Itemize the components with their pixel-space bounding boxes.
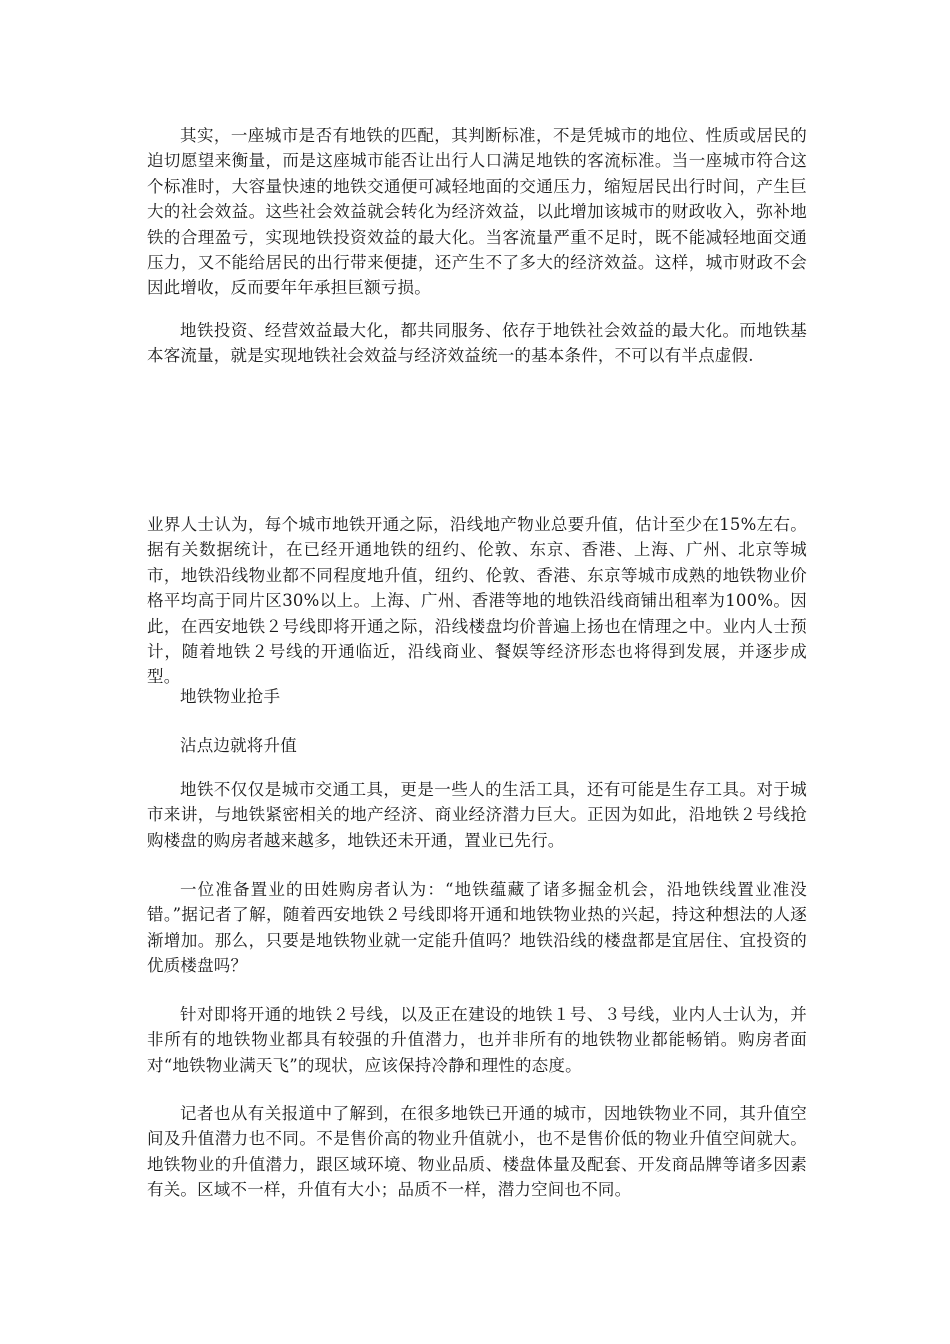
subheading-appreciation-nearby: 沾点边就将升值 — [180, 736, 297, 755]
paragraph-reporter-findings: 记者也从有关报道中了解到，在很多地铁已开通的城市，因地铁物业不同，其升值空间及升值潜力也不同。不是售价高的物业升值就小，也不是售价低的物业升值空间就大。地铁物业的升值潜力，跟区域环境、物业品质、楼盘体量及配套、开发商品牌等诸多因素有关。区域不一样，升值有大小；品质不一样，潜力空间也不同。 — [147, 1104, 807, 1200]
paragraph-subway-matching-standard: 其实，一座城市是否有地铁的匹配，其判断标准，不是凭城市的地位、性质或居民的迫切愿望来衡量，而是这座城市能否让出行人口满足地铁的客流标准。当一座城市符合这个标准时，大容量快速的地铁交通便可减轻地面的交通压力，缩短居民出行时间，产生巨大的社会效益。这些社会效益就会转化为经济效益，以此增加该城市的财政收入，弥补地铁的合理盈亏，实现地铁投资效益的最大化。当客流量严重不足时，既不能减轻地面交通压力，又不能给居民的出行带来便捷，还产生不了多大的经济效益。这样，城市财政不会因此增收，反而要年年承担巨额亏损。 — [147, 126, 807, 298]
paragraph-investment-efficiency: 地铁投资、经营效益最大化，都共同服务、依存于地铁社会效益的最大化。而地铁基本客流量，就是实现地铁社会效益与经济效益统一的基本条件，不可以有半点虚假. — [147, 321, 807, 366]
subheading-subway-property-hot: 地铁物业抢手 — [180, 687, 281, 706]
paragraph-buyer-opinion: 一位准备置业的田姓购房者认为：“地铁蕴藏了诸多掘金机会，沿地铁线置业准没错。”据记者了解，随着西安地铁２号线即将开通和地铁物业热的兴起，持这种想法的人逐渐增加。那么，只要是地铁物业就一定能升值吗？地铁沿线的楼盘都是宜居住、宜投资的优质楼盘吗？ — [147, 880, 807, 976]
paragraph-industry-view: 针对即将开通的地铁２号线，以及正在建设的地铁１号、３号线，业内人士认为，并非所有的地铁物业都具有较强的升值潜力，也并非所有的地铁物业都能畅销。购房者面对“地铁物业满天飞”的现状，应该保持冷静和理性的态度。 — [147, 1005, 807, 1075]
paragraph-subway-life-tool: 地铁不仅仅是城市交通工具，更是一些人的生活工具，还有可能是生存工具。对于城市来讲，与地铁紧密相关的地产经济、商业经济潜力巨大。正因为如此，沿地铁２号线抢购楼盘的购房者越来越多，地铁还未开通，置业已先行。 — [147, 780, 807, 850]
paragraph-property-appreciation: 业界人士认为，每个城市地铁开通之际，沿线地产物业总要升值，估计至少在15%左右。据有关数据统计，在已经开通地铁的纽约、伦敦、东京、香港、上海、广州、北京等城市，地铁沿线物业都不同程度地升值，纽约、伦敦、香港、东京等城市成熟的地铁物业价格平均高于同片区30%以上。上海、广州、香港等地的地铁沿线商铺出租率为100%。因此，在西安地铁２号线即将开通之际，沿线楼盘均价普遍上扬也在情理之中。业内人士预计，随着地铁２号线的开通临近，沿线商业、餐娱等经济形态也将得到发展，并逐步成型。 — [147, 515, 807, 687]
